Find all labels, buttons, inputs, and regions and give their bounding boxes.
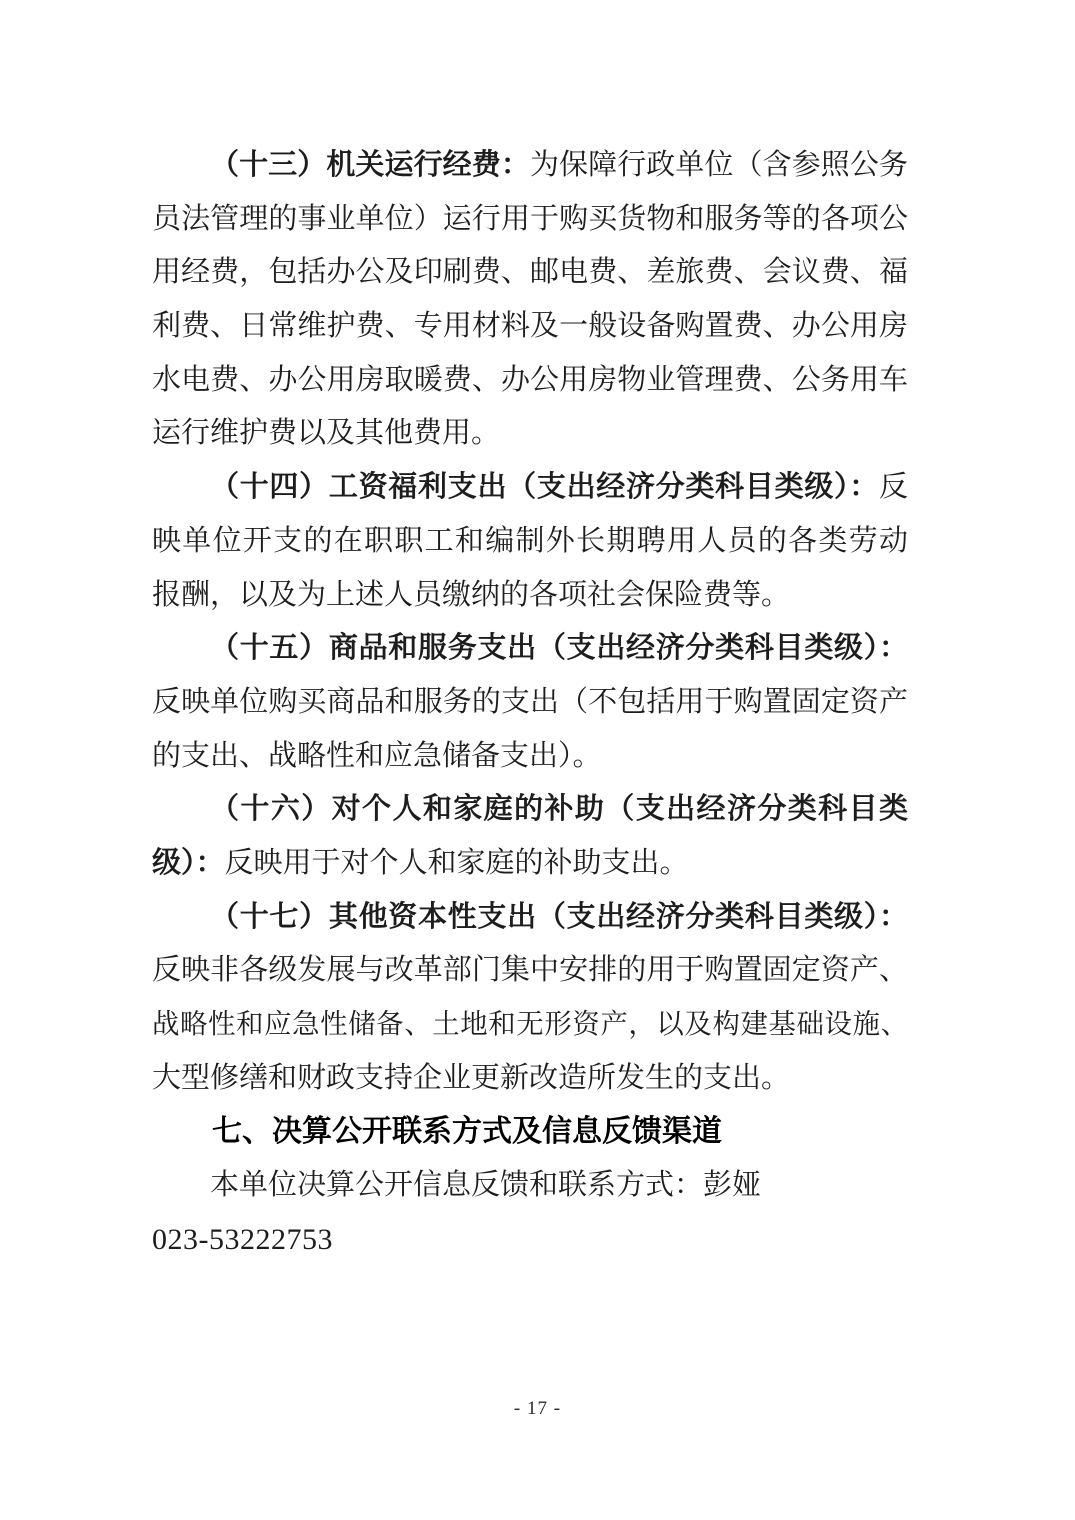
body-text: 反映非各级发展与改革部门集中安排的用于购置固定资产、 — [152, 954, 908, 987]
text-line — [152, 891, 908, 945]
text-line — [152, 569, 908, 623]
body-text: 映单位开支的在职职工和编制外长期聘用人员的各类劳动 — [152, 524, 908, 557]
paragraph — [152, 1213, 908, 1267]
text-line — [152, 730, 908, 784]
body-text: 的支出、战略性和应急储备支出）。 — [152, 739, 602, 772]
text-line — [152, 1213, 908, 1267]
text-line — [152, 300, 908, 354]
paragraph — [152, 139, 908, 461]
text-line — [152, 676, 908, 730]
body-text: 为保障行政单位（含参照公务 — [529, 149, 908, 181]
paragraph — [152, 891, 908, 1106]
lead-label: （十六）对个人和家庭的补助（支出经济分类科目类 — [210, 793, 908, 826]
body-text: 反映用于对个人和家庭的补助支出。 — [224, 846, 689, 879]
text-line — [152, 461, 908, 515]
paragraph — [152, 1159, 908, 1213]
text-line — [152, 1159, 908, 1213]
body-text: 报酬，以及为上述人员缴纳的各项社会保险费等。 — [152, 578, 791, 611]
text-line — [152, 354, 908, 408]
lead-label: （十七）其他资本性支出（支出经济分类科目类级）： — [210, 900, 908, 933]
body-text: 023-53222753 — [152, 1222, 333, 1256]
body-text: 本单位决算公开信息反馈和联系方式：彭娅 — [210, 1169, 762, 1202]
body-text: 水电费、办公用房取暖费、办公用房物业管理费、公务用车 — [152, 363, 908, 396]
text-line — [152, 1105, 908, 1159]
text-line — [152, 622, 908, 676]
body-text: 运行维护费以及其他费用。 — [152, 417, 501, 450]
text-line — [152, 407, 908, 461]
text-line — [152, 1052, 908, 1106]
text-line — [152, 783, 908, 837]
lead-label: （十五）商品和服务支出（支出经济分类科目类级）： — [210, 632, 908, 665]
lead-label: （十四）工资福利支出（支出经济分类科目类级）： — [210, 471, 879, 504]
text-line — [152, 837, 908, 891]
section-heading — [152, 1105, 908, 1159]
text-line — [152, 515, 908, 569]
paragraph — [152, 622, 908, 783]
body-text: 反映单位购买商品和服务的支出（不包括用于购置固定资产 — [152, 685, 908, 718]
paragraph — [152, 783, 908, 890]
text-line — [152, 193, 908, 247]
text-line — [152, 246, 908, 300]
page-number: - 17 - — [513, 1398, 562, 1419]
lead-label: （十三）机关运行经费： — [210, 149, 530, 181]
body-text: 员法管理的事业单位）运行用于购买货物和服务等的各项公 — [152, 202, 908, 235]
body-text: 反 — [878, 471, 908, 504]
paragraph — [152, 461, 908, 622]
document-body — [152, 139, 908, 1266]
body-text: 用经费，包括办公及印刷费、邮电费、差旅费、会议费、福 — [152, 256, 908, 289]
text-line — [152, 139, 908, 193]
text-line — [152, 944, 908, 998]
text-line — [152, 998, 908, 1052]
lead-label: 七、决算公开联系方式及信息反馈渠道 — [212, 1115, 722, 1149]
body-text: 战略性和应急性储备、土地和无形资产，以及构建基础设施、 — [152, 1009, 908, 1039]
lead-label: 级）： — [152, 846, 225, 879]
body-text: 利费、日常维护费、专用材料及一般设备购置费、办公用房 — [152, 310, 908, 343]
body-text: 大型修缮和财政支持企业更新改造所发生的支出。 — [152, 1061, 791, 1094]
